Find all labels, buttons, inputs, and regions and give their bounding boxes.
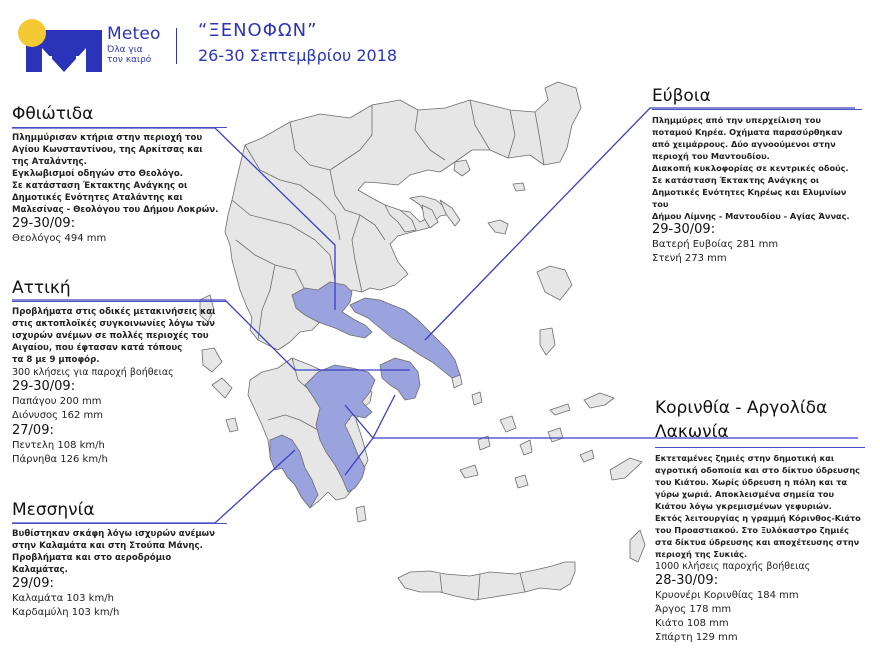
- title-line: Κορινθία - Αργολίδα: [655, 398, 828, 418]
- stat-value: Βατερή Ευβοίας 281 mm: [652, 239, 779, 250]
- stat-value: Θεολόγος 494 mm: [12, 233, 107, 244]
- description-line: του Προαστιακού. Στο Ξυλόκαστρο ζημιές: [655, 525, 850, 535]
- title-rule: [652, 109, 862, 110]
- region-title: Φθιώτιδα: [12, 104, 94, 124]
- region-description: [652, 114, 862, 222]
- panel-korinthia-argolida-lakonia: [655, 396, 865, 645]
- description-line: Διακοπή κυκλοφορίας σε κεντρικές οδούς.: [652, 163, 849, 173]
- description-line: του Κιάτου. Χωρίς ύδρευση η πόλη και τα: [655, 477, 848, 487]
- stat-date: 28-30/09:: [655, 573, 719, 588]
- region-description: [12, 132, 227, 216]
- title-line: Λακωνία: [655, 422, 729, 442]
- description-line: Σε κατάσταση Έκτακτης Ανάγκης οι: [12, 181, 188, 191]
- panel-fthiotida: [12, 104, 227, 246]
- description-line: γύρω χωριά. Αποκλεισμένα σημεία του: [655, 489, 834, 499]
- brand-tagline: [107, 45, 151, 65]
- description-line: Καλαμάτας.: [12, 565, 68, 575]
- header-divider: [176, 28, 177, 64]
- description-line: Προβλήματα και στο αεροδρόμιο: [12, 553, 172, 563]
- region-description: [12, 306, 227, 366]
- description-line: αγροτική οδοποιία και στο δίκτυο ύδρευσης: [655, 465, 861, 475]
- title-rule: [12, 523, 227, 524]
- stat-date: 29-30/09:: [12, 216, 76, 231]
- title-rule: [12, 301, 227, 302]
- description-line: στα δίκτυα ύδρευσης και αποχέτευσης στην: [655, 537, 860, 547]
- panel-messinia: [12, 500, 227, 620]
- region-title: Αττική: [12, 278, 71, 298]
- stat-value: Διόνυσος 162 mm: [12, 410, 103, 421]
- stat-value: Κιάτο 108 mm: [655, 618, 729, 629]
- stat-value: Πάρνηθα 126 km/h: [12, 454, 108, 465]
- description-line: Σε κατάσταση Έκτακτης Ανάγκης οι: [652, 175, 820, 185]
- stat-value: Κρυονέρι Κορινθίας 184 mm: [655, 590, 799, 601]
- stat-value: Καλαμάτα 103 km/h: [12, 593, 114, 604]
- region-title: Εύβοια: [652, 86, 711, 106]
- description-line: Μαλεσίνας - Θεολόγου του Δήμου Λοκρών.: [12, 205, 219, 215]
- description-line: Δημοτικές Ενότητες Κηρέως και Ελυμνίων του: [652, 187, 847, 209]
- title-rule: [655, 447, 865, 448]
- region-title: Μεσσηνία: [12, 500, 95, 520]
- stat-value: Άργος 178 mm: [655, 604, 732, 615]
- description-line: Βυθίστηκαν σκάφη λόγω ισχυρών ανέμων: [12, 529, 215, 539]
- description-line: Πλημμύρες από την υπερχείλιση του: [652, 115, 821, 125]
- description-line: Κιάτου λόγω γκρεμισμένων γεφυριών.: [655, 501, 832, 511]
- description-line: τα 8 με 9 μποφόρ.: [12, 355, 100, 365]
- help-calls: 1000 κλήσεις παροχής βοήθειας: [655, 561, 811, 572]
- description-line: Αγίου Κωνσταντίνου, της Αρκίτσας και: [12, 145, 203, 155]
- stat-value: Στενή 273 mm: [652, 253, 727, 264]
- title-rule: [12, 127, 227, 128]
- region-description: [655, 452, 865, 560]
- stat-value: Πεντελη 108 km/h: [12, 440, 105, 451]
- storm-dates: 26-30 Σεπτεμβρίου 2018: [198, 46, 398, 65]
- panel-attiki: [12, 278, 227, 467]
- region-description: [12, 528, 227, 576]
- description-line: Αιγαίου, που έφτασαν κατά τόπους: [12, 343, 183, 353]
- stat-date: 29-30/09:: [12, 379, 76, 394]
- description-line: Εκτεταμένες ζημιές στην δημοτική και: [655, 453, 835, 463]
- description-line: της Αταλάντης.: [12, 157, 87, 167]
- stat-date: 29/09:: [12, 576, 54, 591]
- description-line: από χειμάρρους. Δύο αγνοούμενοι στην: [652, 139, 836, 149]
- description-line: Προβλήματα στις οδικές μετακινήσεις και: [12, 307, 216, 317]
- stat-value: Σπάρτη 129 mm: [655, 632, 738, 643]
- description-line: Εγκλωβισμοί οδηγών στο Θεολόγο.: [12, 169, 184, 179]
- description-line: ισχυρών ανέμων σε πολλές περιοχές του: [12, 331, 209, 341]
- description-line: Εκτός λειτουργίας η γραμμή Κόρινθος-Κιάτο: [655, 513, 861, 523]
- tagline-line-2: τον καιρό: [107, 55, 152, 65]
- description-line: Δημοτικές Ενότητες Αταλάντης και: [12, 193, 183, 203]
- description-line: περιοχή της Συκιάς.: [655, 549, 748, 559]
- description-line: Δήμου Λίμνης - Μαντουδίου - Αγίας Άννας.: [652, 211, 850, 221]
- help-calls: 300 κλήσεις για παροχή βοήθειας: [12, 367, 174, 378]
- region-title: [655, 396, 865, 444]
- description-line: στις ακτοπλοϊκές συγκοινωνίες λόγω των: [12, 319, 216, 329]
- stat-date: 27/09:: [12, 423, 54, 438]
- tagline-line-1: Όλα για: [107, 45, 143, 55]
- panel-evia: [652, 86, 862, 266]
- brand-name: Meteo: [107, 24, 161, 44]
- description-line: στην Καλαμάτα και στη Στούπα Μάνης.: [12, 541, 203, 551]
- stat-value: Καρδαμύλη 103 km/h: [12, 607, 120, 618]
- storm-name: “ΞΕΝΟΦΩΝ”: [198, 20, 318, 41]
- description-line: περιοχή του Μαντουδίου.: [652, 151, 770, 161]
- description-line: ποταμού Κηρέα. Οχήματα παρασύρθηκαν: [652, 127, 843, 137]
- description-line: Πλημμύρισαν κτήρια στην περιοχή του: [12, 133, 203, 143]
- stat-value: Παπάγου 200 mm: [12, 396, 102, 407]
- stat-date: 29-30/09:: [652, 222, 716, 237]
